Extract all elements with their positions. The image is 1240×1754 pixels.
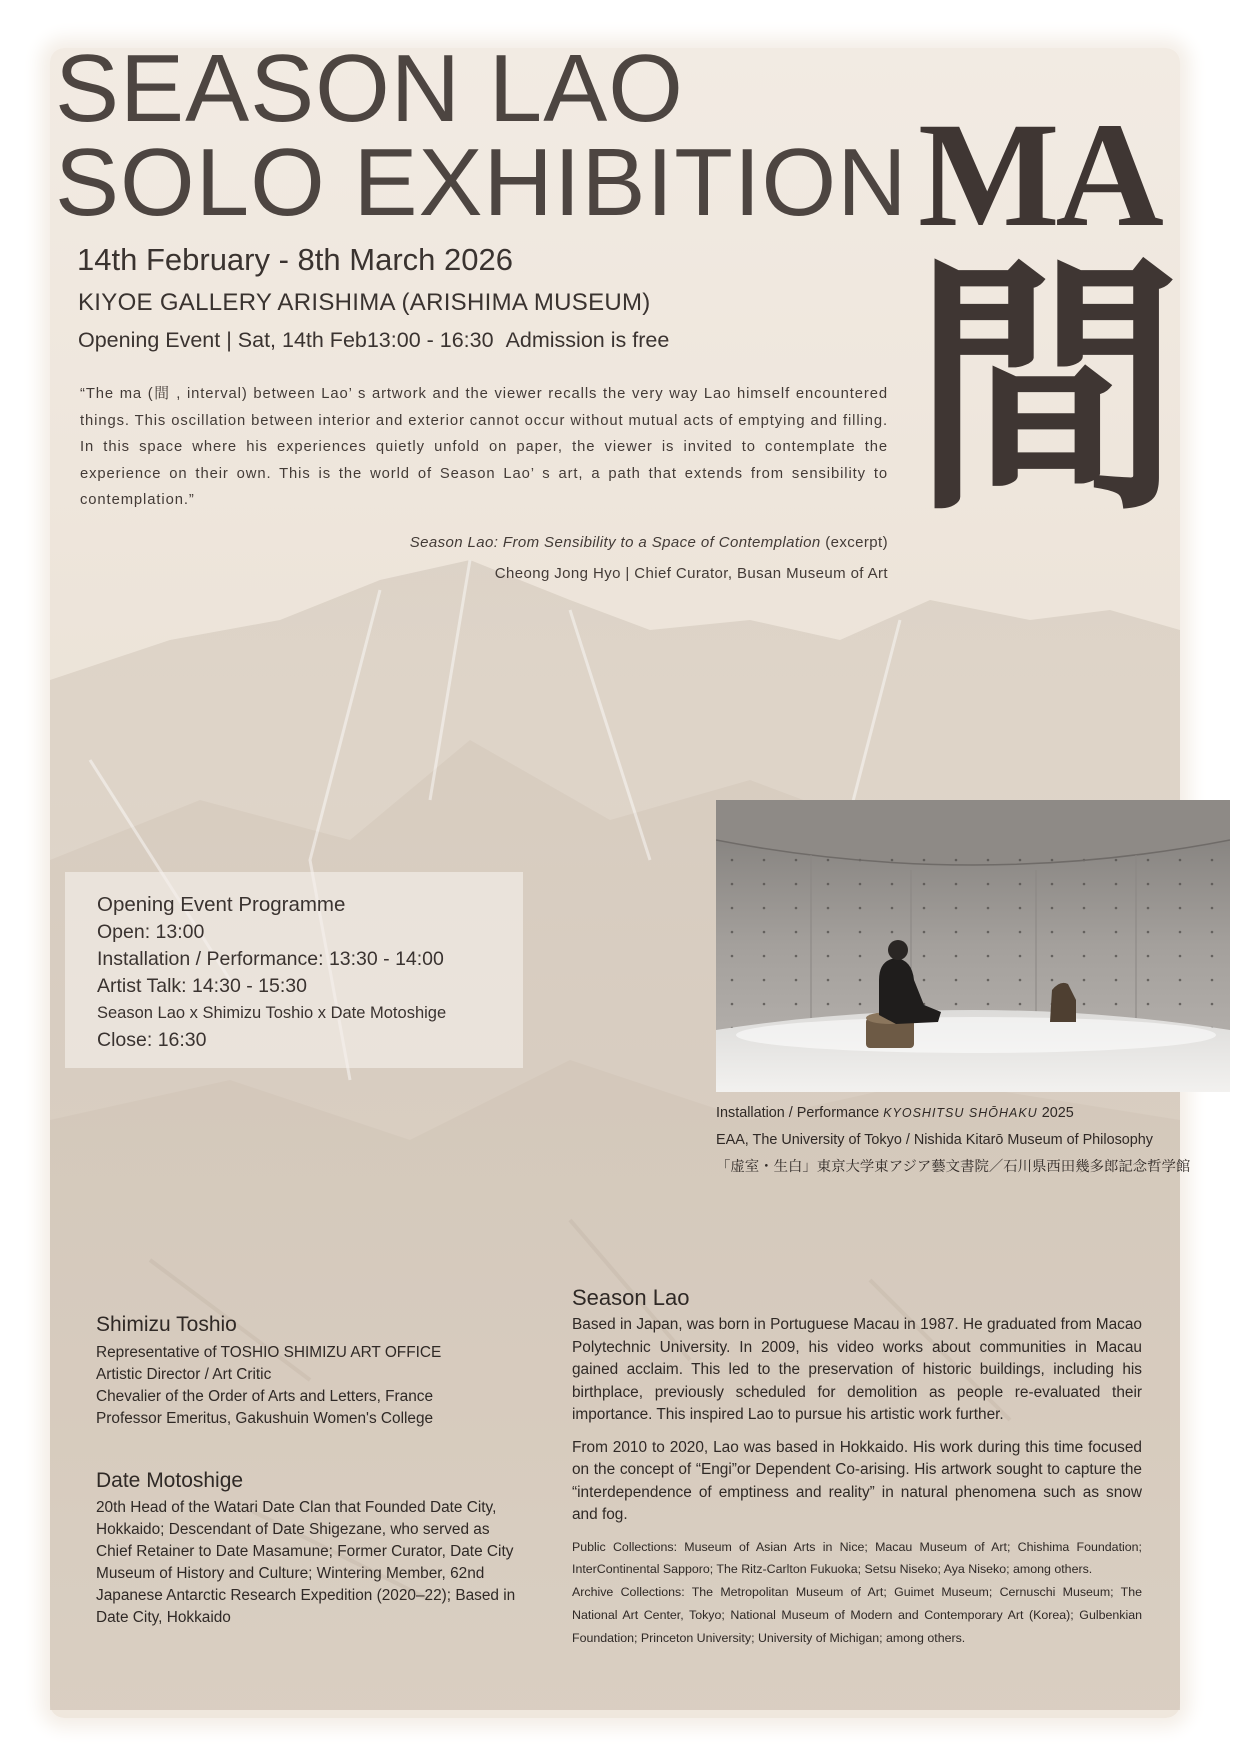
caption-line-3: 「虚室・生白」東京大学東アジア藝文書院／石川県西田幾多郎記念哲学館 [716, 1159, 1191, 1175]
programme-title: Opening Event Programme [97, 893, 346, 916]
programme-open: Open: 13:00 [97, 921, 205, 943]
installation-photo [716, 800, 1230, 1092]
programme-close: Close: 16:30 [97, 1029, 207, 1051]
caption-line-2: EAA, The University of Tokyo / Nishida Kitarō Museum of Philosophy [716, 1132, 1153, 1148]
season-lao-bio [572, 1285, 1142, 1649]
photo-caption [716, 1100, 1190, 1181]
archive-collections: Archive Collections: The Metropolitan Museum of Art; Guimet Museum; Cernuschi Museum; The National Art Center, Tokyo; National Museum of Modern and Contemporary Art (Korea); Gulbenkian Foundation; Princeton University; University of Michigan; among others. [572, 1585, 1142, 1645]
title-line-1: SEASON LAO [55, 35, 684, 142]
caption-prefix: Installation / Performance [716, 1105, 880, 1121]
opening-event-line [78, 328, 681, 353]
ma-latin-title: MA [918, 92, 1160, 258]
opening-programme-box [65, 872, 523, 1068]
shimizu-line: Chevalier of the Order of Arts and Letters, France [96, 1388, 434, 1405]
season-lao-para-2: From 2010 to 2020, Lao was based in Hokkaido. His work during this time focused on the concept of “Engi”or Dependent Co-arising. His artwork sought to capture the “interdependence of emptiness and reality” in natural phenomena such as snow and fog. [572, 1438, 1142, 1523]
quote-attribution [410, 527, 888, 589]
date-motoshige-text: 20th Head of the Watari Date Clan that Founded Date City, Hokkaido; Descendant of Date Shigezane, who served as Chief Retainer to Date Masamune; Former Curator, Date City Museum of History and Culture; Wintering Member, 62nd Japanese Antarctic Research Expedition (2020–22); Based in Date City, Hokkaido [96, 1499, 516, 1626]
caption-year: 2025 [1041, 1105, 1074, 1121]
venue-name: KIYOE GALLERY ARISHIMA (ARISHIMA MUSEUM) [78, 289, 651, 316]
season-lao-name: Season Lao [572, 1285, 690, 1310]
quote-source-note: (excerpt) [825, 534, 888, 551]
caption-work-title: KYOSHITSU SHŌHAKU [883, 1106, 1038, 1120]
shimizu-name: Shimizu Toshio [96, 1313, 237, 1336]
programme-installation: Installation / Performance: 13:30 - 14:00 [97, 948, 444, 970]
shimizu-line: Artistic Director / Art Critic [96, 1366, 272, 1383]
season-lao-para-1: Based in Japan, was born in Portuguese Macau in 1987. He graduated from Macao Polytechnic University. In 2009, his video works about communities in Macau gained acclaim. This led to the preservation of historic buildings, including his birthplace, previously scheduled for demolition as people re-evaluated their importance. This inspired Lao to pursue his artistic work further. [572, 1316, 1142, 1423]
shimizu-line: Professor Emeritus, Gakushuin Women's College [96, 1410, 434, 1427]
exhibition-title [55, 35, 908, 236]
curator-quote: “The ma (間 , interval) between Lao’ s artwork and the viewer recalls the very way Lao himself encountered things. This oscillation between interior and exterior cannot occur without mutual acts of emptying and filling. In this space where his experiences quietly unfold on paper, the viewer is invited to contemplate the experience on their own. This is the world of Season Lao’ s art, a path that extends from sensibility to contemplation.” [80, 386, 888, 508]
quote-source [410, 527, 888, 558]
programme-talk: Artist Talk: 14:30 - 15:30 [97, 975, 307, 997]
exhibition-dates: 14th February - 8th March 2026 [77, 242, 513, 277]
quote-source-title: Season Lao: From Sensibility to a Space of Contemplation [409, 534, 821, 551]
programme-speakers: Season Lao x Shimizu Toshio x Date Motoshige [97, 1004, 447, 1022]
shimizu-toshio-bio [96, 1313, 526, 1430]
quote-author: Cheong Jong Hyo | Chief Curator, Busan Museum of Art [494, 565, 888, 582]
public-collections: Public Collections: Museum of Asian Arts in Nice; Macau Museum of Art; Chishima Foundation; InterContinental Sapporo; The Ritz-Carlton Fukuoka; Setsu Niseko; Aya Niseko; among others. [572, 1539, 1142, 1577]
title-line-2: SOLO EXHIBITION [55, 129, 908, 236]
ma-kanji-title: 間 [912, 229, 1182, 547]
shimizu-line: Representative of TOSHIO SHIMIZU ART OFFICE [96, 1344, 442, 1361]
date-motoshige-name: Date Motoshige [96, 1469, 244, 1492]
caption-line-1 [716, 1100, 1190, 1127]
opening-event-time: Opening Event | Sat, 14th Feb13:00 - 16:30 [78, 328, 494, 352]
date-motoshige-bio [96, 1469, 518, 1629]
admission-note: Admission is free [505, 328, 670, 352]
